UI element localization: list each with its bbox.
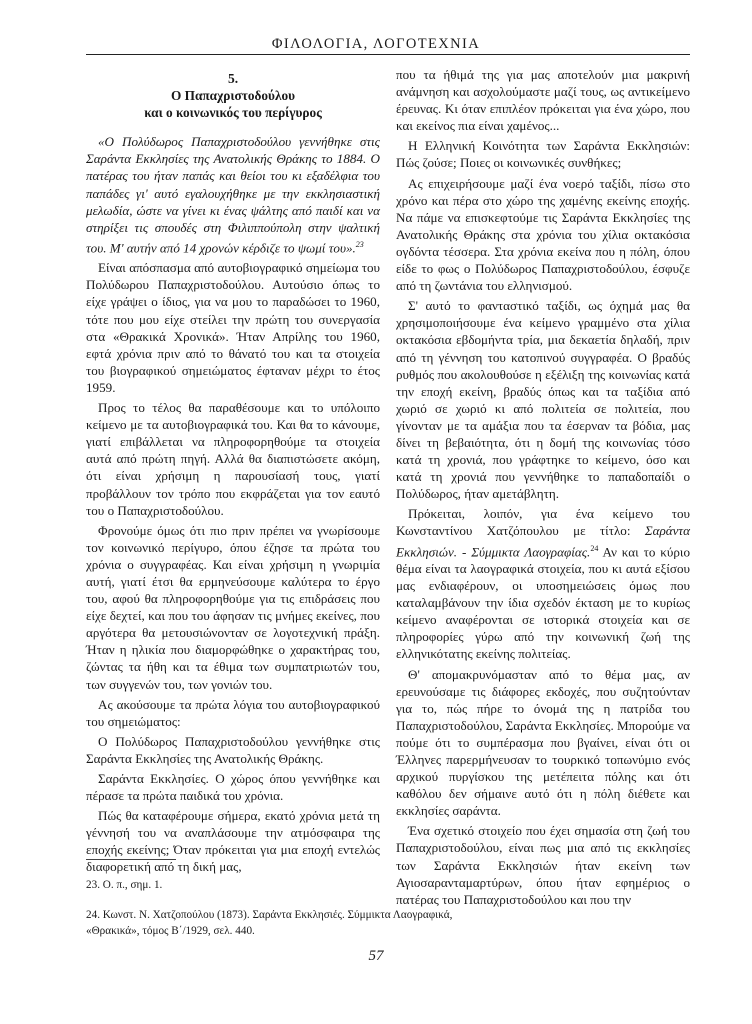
paragraph: Είναι απόσπασμα από αυτοβιογραφικό σημείωμα του Πολύδωρου Παπαχριστοδούλου. Αυτούσιο όπως το είχε γράψει ο ίδιος, για να μου το παραδώσει το 1960, τότε που μου είχε στείλει την πρώτη του συνεργασία στα «Θρακικά Χρονικά». Ήταν Απρίλης του 1960, εφτά χρόνια πριν από το θάνατό του και τα στοιχεία του βιογραφικού σημειώματος έφταναν μέχρι το έτος 1959. [86,260,380,395]
footnote-rule [86,859,176,860]
footnote-23: 23. Ο. π., σημ. 1. [86,879,163,891]
paragraph: Ας ακούσουμε τα πρώτα λόγια του αυτοβιογραφικού του σημειώματος: [86,696,380,729]
left-column [86,66,380,879]
paragraph: Σ' αυτό το φανταστικό ταξίδι, ως όχημά μας θα χρησιμοποιήσουμε ένα κείμενο γραμμένο στα χίλια οκτακόσια εβδομήντα τρία, μια δεκαετία δηλαδή, πριν από τη γέννηση του κατοπινού συγγραφέα. Ο βραδύς ρυθμός που ακολουθούσε η εξέλιξη της κοινωνίας κατά την εποχή εκείνη, βραδύς όπως και τα ταξίδια από χωριό σε χωριό κι από πολιτεία σε πολιτεία, που γίνονταν με τα αμάξια που τα έσερναν τα βόδια, μας δίνει τη βεβαιότητα, ότι η δομή της κοινωνίας τόσο κατά τη χρονιά, που γράφτηκε το κείμενο, όσο και κατά τη χρονιά που γεννήθηκε το παπαδοπαίδι ο Πολύδωρος, ήταν αμετάβλητη. [396,298,690,502]
header-rule [86,54,690,55]
opening-quote [86,133,380,256]
cited-work-title: Σαράντα Εκκλησιών. - Σύμμικτα Λαογραφίας. [396,523,690,559]
paragraph: Πώς θα καταφέρουμε σήμερα, εκατό χρόνια μετά τη γέννησή του να αναπλάσουμε την ατμόσφαιρα της εποχής εκείνης; Όταν πρόκειται για μια εποχή εντελώς διαφορετική από τη δική μας, [86,808,380,875]
section-number: 5. [227,71,239,86]
paragraph: Ο Πολύδωρος Παπαχριστοδούλου γεννήθηκε στις Σαράντα Εκκλησίες της Ανατολικής Θράκης. [86,733,380,766]
footnote-24-line-2: «Θρακικά», τόμος Β΄/1929, σελ. 440. [86,925,255,937]
page-number: 57 [368,948,384,964]
footnote-ref-24: 24 [590,543,599,553]
footnote-ref-23: 23 [355,239,364,249]
opening-quote-text: «Ο Πολύδωρος Παπαχριστοδούλου γεννήθηκε στις Σαράντα Εκκλησίες της Ανατολικής Θράκης το 1884. Ο πατέρας του ήταν παπάς και θείοι του κι εξαδέλφια του παπάδες γι' αυτό εγαλουχήθηκε με την εκκλησιαστική μελωδία, ώστε να γίνει κι ένας ψάλτης από παιδί και να στηρίξει τις σπουδές στη Φιλιππούπολη στην ψαλτική του. Μ' αυτήν από 14 χρονών κέρδιζε το ψωμί του». [86,134,380,256]
paragraph-continued: που τα ήθιμά της για μας αποτελούν μια μακρινή ανάμνηση και ασχολούμαστε μαζί τους, ως αντικείμενο έρευνας. Κι όταν επιπλέον πρόκειται για ένα χώρο, που και εκείνος πια είναι χαμένος... [396,67,690,134]
paragraph: Ένα σχετικό στοιχείο που έχει σημασία στη ζωή του Παπαχριστοδούλου, είναι πως μια από τις εκκλησίες των Σαράντα Εκκλησιών ήταν εκείνη των Αγιοσαρανταμαρτύρων, όπου ήταν εφημέριος ο πατέρας του Παπαχριστοδούλου και που την [396,823,690,907]
paragraph: Θ' απομακρυνόμασταν από το θέμα μας, αν ερευνούσαμε τις διάφορες εκδοχές, που συζητούνταν για το, πώς πήρε το όνομά της η πατρίδα του Παπαχριστοδούλου, Σαράντα Εκκλησίες. Μπορούμε να πούμε ότι το συμπέρασμα που βγαίνει, είναι ότι οι Έλληνες παρερμήνευσαν το τουρκικό τοπωνύμιο ενός αρχικού πυργίσκου της μετέπειτα πόλης και ότι καθόλου δεν σήμαινε αυτό ότι η πόλη διέθετε και εκκλησίες σαράντα. [396,666,690,819]
paragraph-with-citation [396,505,690,662]
paragraph-text: Πρόκειται, λοιπόν, για ένα κείμενο του Κωνσταντίνου Χατζόπουλου με τίτλο: [396,506,690,539]
section-title-line-1: Ο Παπαχριστοδούλου [170,88,296,104]
section-title-line-2: και ο κοινωνικός του περίγυρος [144,105,322,121]
paragraph: Η Ελληνική Κοινότητα των Σαράντα Εκκλησιών: Πώς ζούσε; Ποιες οι κοινωνικές συνθήκες; [396,138,690,171]
footnote-24-line-1: 24. Κωνστ. Ν. Χατζοπούλου (1873). Σαράντα Εκκλησιές. Σύμμικτα Λαογραφικά, [86,909,453,921]
paragraph: Ας επιχειρήσουμε μαζί ένα νοερό ταξίδι, πίσω στο χρόνο και πέρα στο χώρο της χαμένης εκείνης εποχής. Να πάμε να επισκεφτούμε τις Σαράντα Εκκλησίες της Ανατολικής Θράκης στα χρόνια του χίλια οκτακόσια ογδόντα τέσσερα. Στα χρόνια εκείνα που η πόλη, όπου είδε το φως ο Πολύδωρος Παπαχριστοδούλου, έσφυζε από τη ζωντάνια του ελληνισμού. [396,175,690,294]
running-head: ΦΙΛΟΛΟΓΙΑ, ΛΟΓΟΤΕΧΝΙΑ [271,36,481,52]
paragraph: Προς το τέλος θα παραθέσουμε και το υπόλοιπο κείμενο με τα αυτοβιογραφικά του. Και θα το κάνουμε, γιατί επιβάλλεται να πληροφορηθούμε τα στοιχεία αυτά από πρώτη πηγή. Αλλά θα διαπιστώσετε ακόμη, ότι είναι χρήσιμη η παρουσίασή τους, γιατί προβάλλουν τον τρόπο που εκφράζεται για τον εαυτό του ο Παπαχριστοδούλου. [86,400,380,518]
footnote-24 [86,907,690,939]
paragraph-text: Αν και το κύριο θέμα είναι τα λαογραφικά στοιχεία, που κι αυτά εξίσου μας ενδιαφέρουν, οι υποσημειώσεις όμως που καταλαμβάνουν την ίδια σχεδόν έκταση με το κυρίως κείμενο αναφέρονται σε ιστορικά στοιχεία και σε πληροφορίες γύρω από την κοινωνική ζωή της ελληνικότατης εκείνης πολιτείας. [396,543,690,662]
right-column [396,66,690,911]
paragraph: Σαράντα Εκκλησίες. Ο χώρος όπου γεννήθηκε και πέρασε τα πρώτα παιδικά του χρόνια. [86,771,380,804]
paragraph: Φρονούμε όμως ότι πιο πριν πρέπει να γνωρίσουμε τον κοινωνικό περίγυρο, όπου έζησε τα πρώτα του χρόνια ο συγγραφέας. Και είναι χρήσιμη η γνωριμία αυτή, γιατί έτσι θα ερμηνεύσουμε καλύτερα το έργο του, αφού θα πληροφορηθούμε για τις επιδράσεις που είχε δεχτεί, και που του άφησαν τις μνήμες εκείνες, που αργότερα θα μετουσιώνονταν σε λογοτεχνική πράξη. Ήταν η ηλικία που διαμορφώθηκε ο χαρακτήρας του, ζώντας τα ήθη και τα έθιμα των συμπατριωτών του, των συγγενών του, των γονιών του. [86,522,380,692]
